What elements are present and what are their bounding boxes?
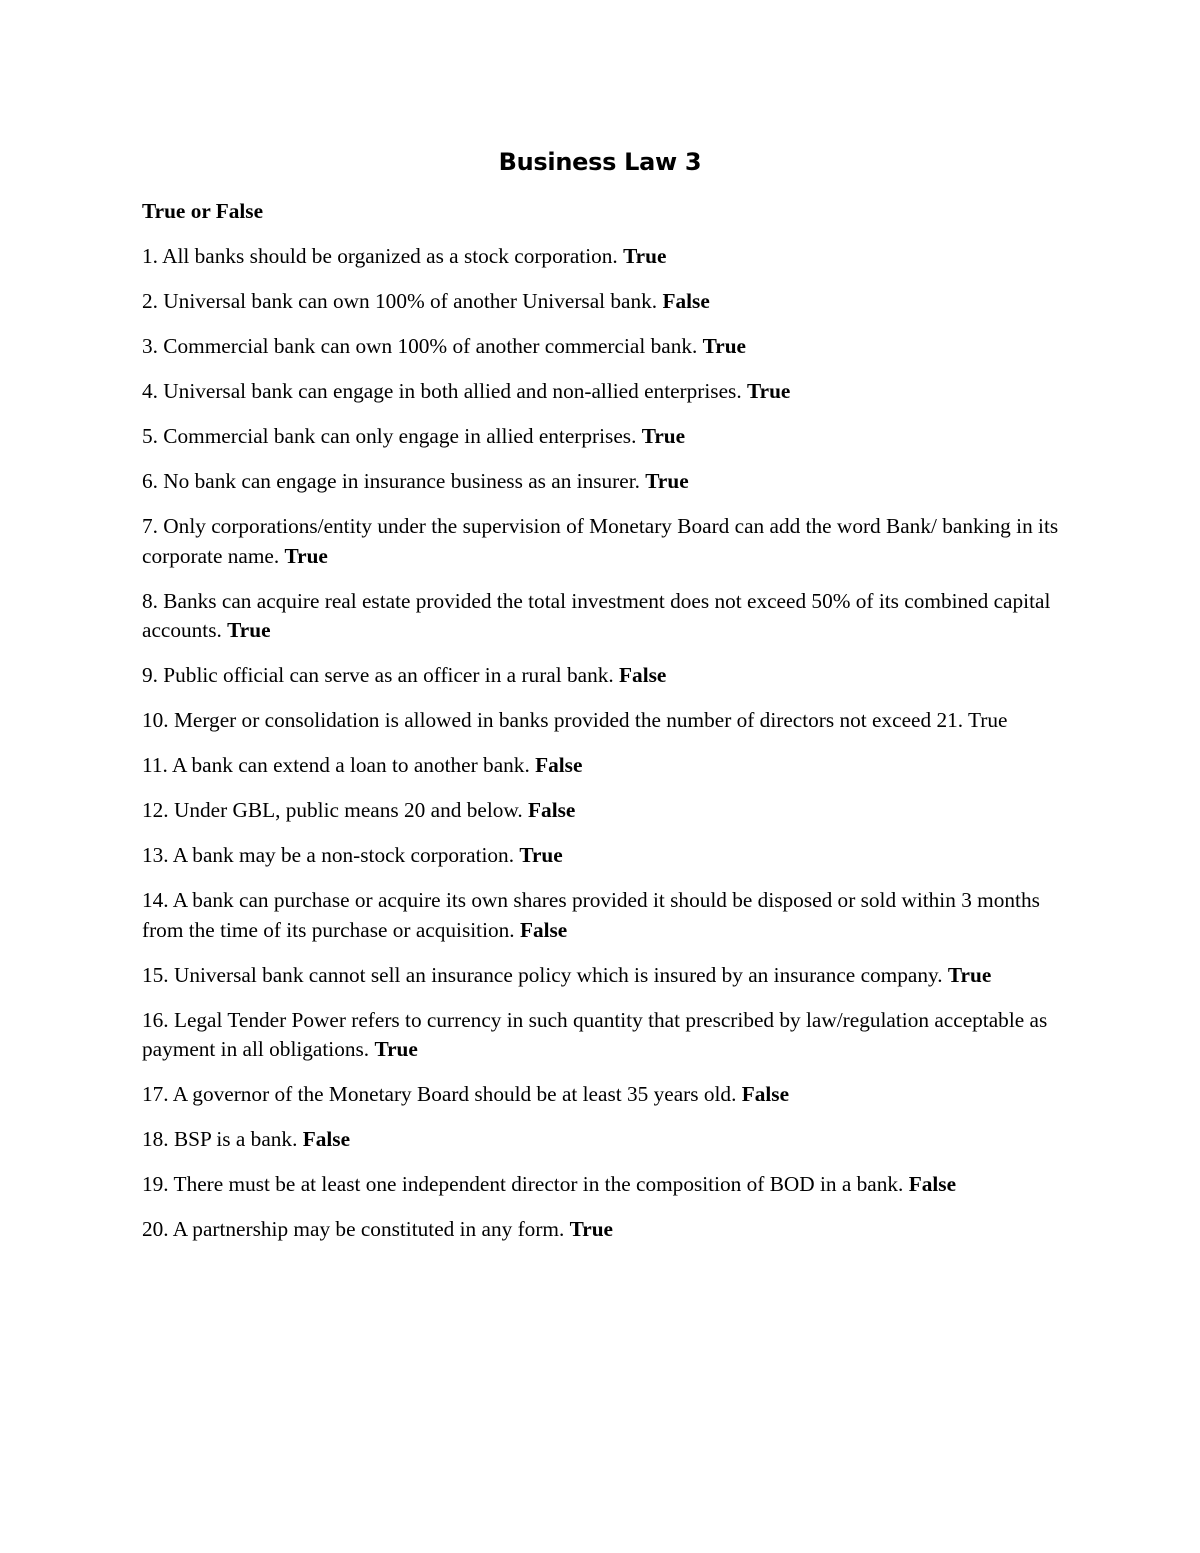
answer-label: True [645, 469, 689, 493]
document-body [142, 197, 1067, 1260]
question-text: 1. All banks should be organized as a stock corporation. [142, 244, 624, 268]
question-item [142, 706, 1067, 736]
answer-label: True [702, 334, 747, 358]
answer-label: False [662, 289, 710, 313]
question-item [142, 661, 1067, 691]
answer-label: True [374, 1037, 418, 1061]
question-text: 19. There must be at least one independent director in the composition of BOD in a bank. [142, 1172, 909, 1196]
answer-label: False [302, 1127, 351, 1151]
answer-label: True [747, 379, 791, 403]
question-text: 2. Universal bank can own 100% of another Universal bank. [142, 289, 663, 313]
answer-label: False [528, 798, 576, 822]
question-item [142, 377, 1067, 407]
question-item [142, 886, 1067, 945]
answer-label: True [947, 962, 992, 987]
section-heading: True or False [142, 199, 264, 223]
answer-label: False [908, 1172, 957, 1196]
question-text: 20. A partnership may be constituted in any form. [142, 1217, 570, 1241]
document-title: Business Law 3 [498, 148, 702, 176]
question-item [142, 1080, 1067, 1110]
question-item [142, 242, 1067, 272]
answer-label: True [641, 424, 686, 448]
question-text: 7. Only corporations/entity under the supervision of Monetary Board can add the word Bank/ banking in its corporate name. [142, 514, 1059, 568]
question-text: 12. Under GBL, public means 20 and below. [142, 798, 529, 822]
question-item [142, 1006, 1067, 1065]
answer-label: True [623, 244, 667, 268]
answer-label: True [284, 543, 328, 568]
answer-label: True [227, 618, 271, 642]
question-item [142, 841, 1067, 871]
question-item [142, 512, 1067, 571]
answer-label: False [519, 917, 568, 942]
question-text: 9. Public official can serve as an officer in a rural bank. [142, 663, 620, 687]
question-text: 3. Commercial bank can own 100% of another commercial bank. [142, 334, 703, 358]
question-text: 15. Universal bank cannot sell an insurance policy which is insured by an insurance company. [142, 962, 948, 987]
answer-label: False [619, 663, 667, 687]
answer-label: False [535, 753, 583, 777]
question-text: 18. BSP is a bank. [142, 1127, 303, 1151]
question-item [142, 587, 1067, 646]
answer-label: True [569, 1217, 614, 1241]
question-item [142, 1125, 1067, 1155]
question-text: 11. A bank can extend a loan to another bank. [142, 753, 536, 777]
question-item [142, 332, 1067, 362]
question-text: 17. A governor of the Monetary Board should be at least 35 years old. [142, 1082, 742, 1106]
question-text: 10. Merger or consolidation is allowed in banks provided the number of directors not exceed 21. True [142, 708, 1008, 732]
question-item [142, 287, 1067, 317]
question-item [142, 422, 1067, 452]
question-text: 14. A bank can purchase or acquire its own shares provided it should be disposed or sold within 3 months from the time of its purchase or acquisition. [142, 888, 1040, 942]
question-item [142, 961, 1067, 991]
question-text: 6. No bank can engage in insurance business as an insurer. [142, 469, 646, 493]
answer-label: True [519, 843, 563, 867]
question-text: 16. Legal Tender Power refers to currency in such quantity that prescribed by law/regulation acceptable as payment in all obligations. [142, 1007, 1048, 1061]
question-text: 13. A bank may be a non-stock corporation. [142, 843, 520, 867]
question-text: 4. Universal bank can engage in both allied and non-allied enterprises. [142, 379, 747, 403]
answer-label: False [741, 1082, 790, 1106]
question-item [142, 467, 1067, 497]
question-item [142, 751, 1067, 781]
question-item [142, 1215, 1067, 1245]
question-text: 8. Banks can acquire real estate provided the total investment does not exceed 50% of its combined capital accounts. [142, 588, 1051, 642]
question-item [142, 1170, 1067, 1200]
question-text: 5. Commercial bank can only engage in allied enterprises. [142, 424, 642, 448]
question-item [142, 796, 1067, 826]
